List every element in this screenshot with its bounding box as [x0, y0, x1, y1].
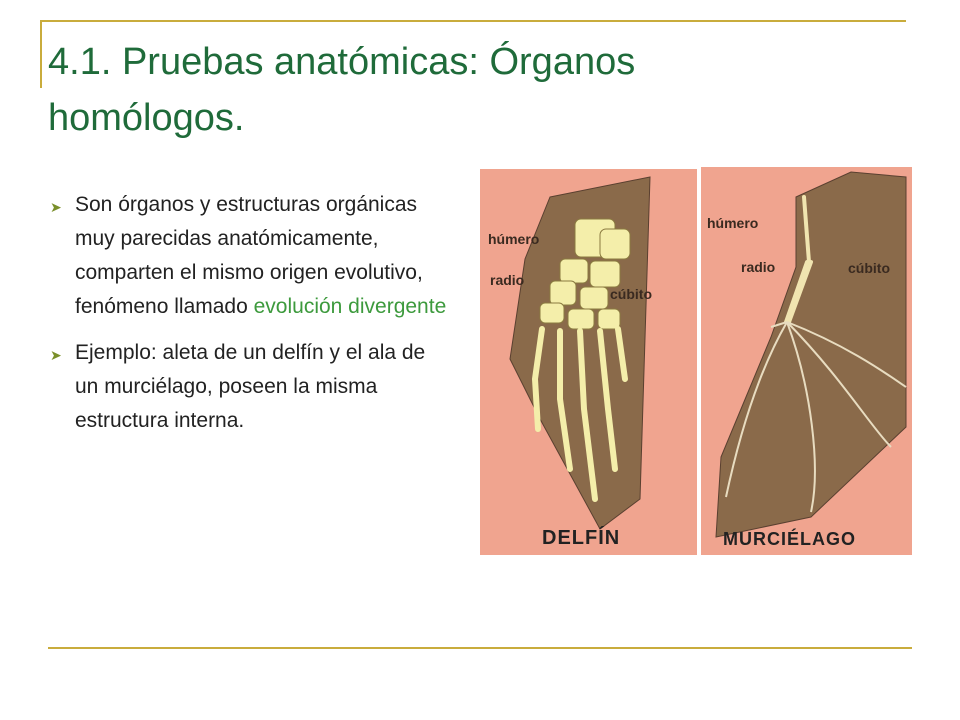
bullet-list — [50, 188, 450, 450]
bullet-item — [50, 336, 450, 438]
arrow-bullet-icon: ➤ — [50, 347, 62, 363]
left-rule — [40, 20, 42, 88]
dolphin-label-cubito: cúbito — [610, 286, 652, 302]
bat-figure — [701, 167, 912, 555]
bullet-highlight: evolución divergente — [253, 295, 447, 318]
title-line-2: homólogos. — [48, 97, 245, 139]
dolphin-flipper-drawing — [480, 169, 697, 555]
bottom-rule — [48, 647, 912, 649]
slide-title — [48, 34, 908, 146]
top-rule — [40, 20, 906, 22]
bat-label-radio: radio — [741, 259, 776, 275]
bullet-text: Ejemplo: aleta de un delfín y el ala de un murciélago, poseen la misma estructura interna. — [75, 341, 426, 432]
bat-label-cubito: cúbito — [848, 260, 890, 276]
title-line-1: 4.1. Pruebas anatómicas: Órganos — [48, 41, 636, 83]
bat-caption: MURCIÉLAGO — [723, 529, 856, 549]
dolphin-label-humero: húmero — [488, 231, 540, 247]
bat-label-humero: húmero — [707, 215, 759, 231]
bullet-item — [50, 188, 450, 324]
arrow-bullet-icon: ➤ — [50, 199, 62, 215]
bullet-text: Son órganos y estructuras orgánicas muy parecidas anatómicamente, comparten el mismo origen evolutivo, fenómeno llamado — [75, 193, 423, 318]
dolphin-caption: DELFÍN — [542, 527, 621, 549]
dolphin-label-radio: radio — [490, 272, 525, 288]
dolphin-figure — [480, 169, 697, 555]
